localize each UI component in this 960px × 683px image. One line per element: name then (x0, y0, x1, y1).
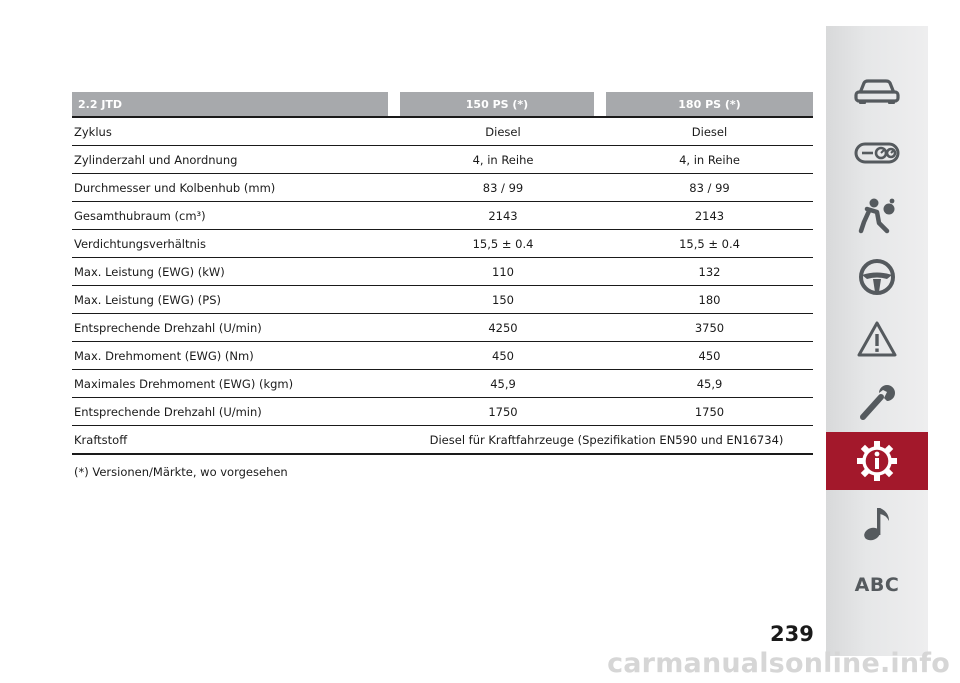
row-value: 1750 (400, 398, 606, 426)
row-value: 1750 (606, 398, 813, 426)
wrench-icon (857, 381, 897, 421)
sidebar-item-technical-data[interactable] (826, 432, 928, 490)
row-value: Diesel (606, 116, 813, 146)
table-header-row (72, 92, 813, 116)
row-label: Max. Leistung (EWG) (PS) (72, 286, 400, 314)
table-row (72, 174, 813, 202)
gear-info-icon (855, 439, 899, 483)
sidebar-item-driving[interactable] (826, 248, 928, 306)
sidebar-item-warning[interactable] (826, 310, 928, 368)
warning-triangle-icon (856, 320, 898, 358)
row-value: 450 (606, 342, 813, 370)
row-value: 4, in Reihe (400, 146, 606, 174)
row-value: 4250 (400, 314, 606, 342)
sidebar-item-maintenance[interactable] (826, 372, 928, 430)
table-row (72, 146, 813, 174)
row-value: 83 / 99 (400, 174, 606, 202)
row-label: Maximales Drehmoment (EWG) (kgm) (72, 370, 400, 398)
row-value: 2143 (606, 202, 813, 230)
header-engine: 2.2 JTD (72, 92, 400, 116)
chapter-sidebar (826, 26, 928, 656)
row-value: 45,9 (400, 370, 606, 398)
sidebar-item-car[interactable] (826, 62, 928, 120)
table-row (72, 398, 813, 426)
row-value: 4, in Reihe (606, 146, 813, 174)
row-value: 180 (606, 286, 813, 314)
row-value: 110 (400, 258, 606, 286)
row-label: Zyklus (72, 116, 400, 146)
table-row (72, 286, 813, 314)
table-row (72, 230, 813, 258)
row-label: Max. Drehmoment (EWG) (Nm) (72, 342, 400, 370)
music-note-icon (859, 503, 895, 543)
table-row (72, 314, 813, 342)
table-row (72, 202, 813, 230)
row-value: 15,5 ± 0.4 (400, 230, 606, 258)
sidebar-item-dashboard[interactable] (826, 124, 928, 182)
fuel-value: Diesel für Kraftfahrzeuge (Spezifikation EN590 und EN16734) (400, 426, 813, 455)
row-label: Max. Leistung (EWG) (kW) (72, 258, 400, 286)
table-row-fuel (72, 426, 813, 455)
table-row (72, 116, 813, 146)
header-150ps: 150 PS (*) (400, 92, 606, 116)
table-row (72, 258, 813, 286)
row-label: Kraftstoff (72, 426, 400, 455)
row-value: 3750 (606, 314, 813, 342)
row-value: 15,5 ± 0.4 (606, 230, 813, 258)
row-label: Durchmesser und Kolbenhub (mm) (72, 174, 400, 202)
row-label: Verdichtungsverhältnis (72, 230, 400, 258)
abc-label: ABC (854, 574, 900, 596)
row-label: Entsprechende Drehzahl (U/min) (72, 398, 400, 426)
row-value: 45,9 (606, 370, 813, 398)
row-label: Gesamthubraum (cm³) (72, 202, 400, 230)
airbag-icon (857, 195, 897, 235)
row-value: 450 (400, 342, 606, 370)
watermark: carmanualsonline.info (607, 648, 950, 679)
page-number: 239 (770, 622, 814, 646)
row-value: Diesel (400, 116, 606, 146)
engine-spec-table (72, 92, 813, 455)
table-row (72, 370, 813, 398)
row-value: 2143 (400, 202, 606, 230)
row-label: Zylinderzahl und Anordnung (72, 146, 400, 174)
sidebar-item-safety[interactable] (826, 186, 928, 244)
row-value: 83 / 99 (606, 174, 813, 202)
footnote: (*) Versionen/Märkte, wo vorgesehen (74, 465, 288, 479)
row-value: 150 (400, 286, 606, 314)
row-value: 132 (606, 258, 813, 286)
steering-wheel-icon (857, 257, 897, 297)
sidebar-item-index[interactable] (826, 556, 928, 614)
sidebar-item-multimedia[interactable] (826, 494, 928, 552)
car-icon (854, 76, 900, 106)
header-180ps: 180 PS (*) (606, 92, 813, 116)
dashboard-icon (854, 138, 900, 168)
row-label: Entsprechende Drehzahl (U/min) (72, 314, 400, 342)
table-row (72, 342, 813, 370)
